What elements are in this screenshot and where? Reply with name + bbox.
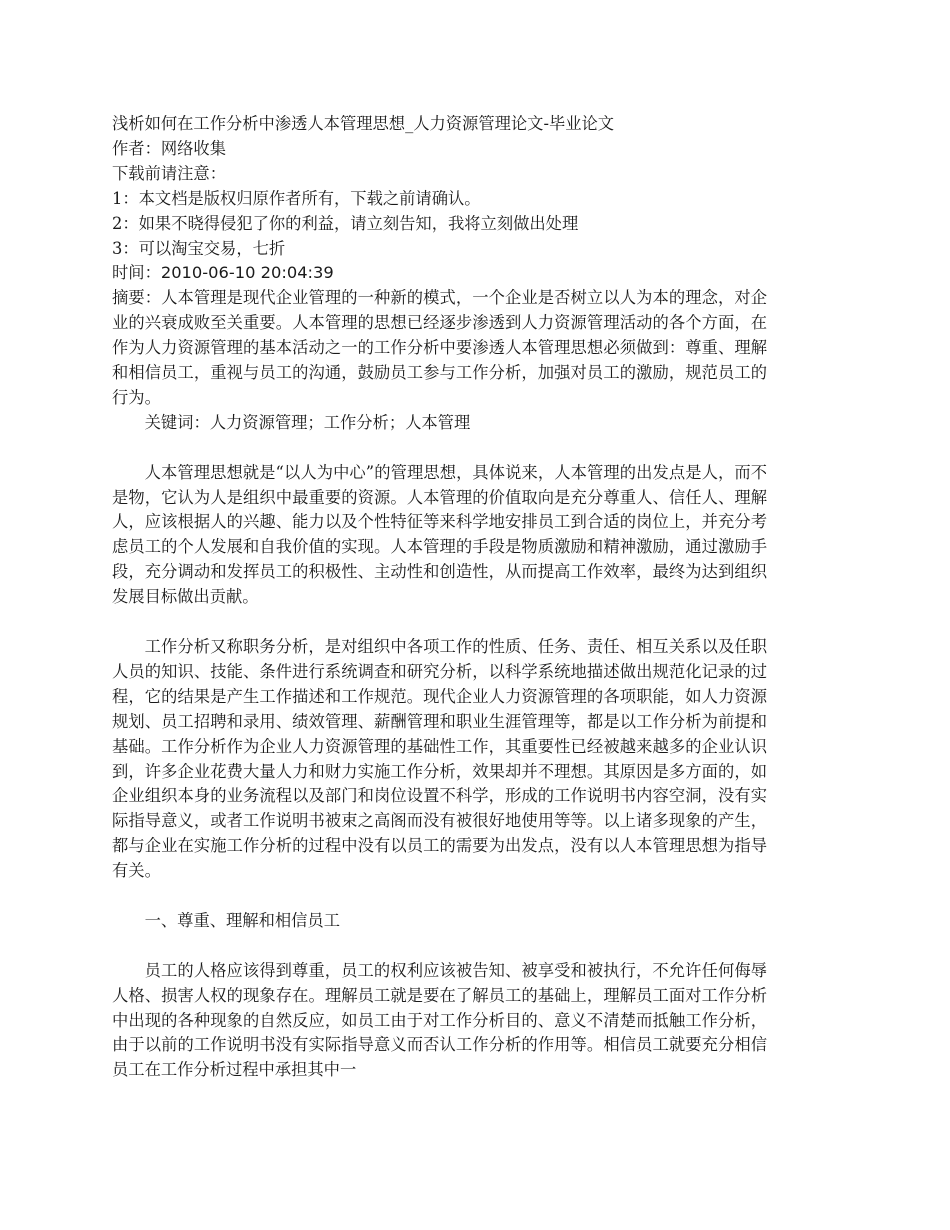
- body-paragraph: 人本管理思想就是“以人为中心”的管理思想，具体说来，人本管理的出发点是人，而不是物，它认为人是组织中最重要的资源。人本管理的价值取向是充分尊重人、信任人、理解人，应该根据人的兴趣、能力以及个性特征等来科学地安排员工到合适的岗位上，并充分考虑员工的个人发展和自我价值的实现。人本管理的手段是物质激励和精神激励，通过激励手段，充分调动和发挥员工的积极性、主动性和创造性，从而提高工作效率，最终为达到组织发展目标做出贡献。: [112, 462, 767, 607]
- notice-item: 1：本文档是版权归原作者所有，下载之前请确认。: [112, 188, 481, 208]
- section-heading: 一、尊重、理解和相信员工: [144, 910, 340, 930]
- abstract: 摘要：人本管理是现代企业管理的一种新的模式，一个企业是否树立以人为本的理念，对企业的兴衰成败至关重要。人本管理的思想已经逐步渗透到人力资源管理活动的各个方面，在作为人力资源管理的基本活动之一的工作分析中要渗透人本管理思想必须做到：尊重、理解和相信员工，重视与员工的沟通，鼓励员工参与工作分析，加强对员工的激励，规范员工的行为。: [112, 288, 767, 407]
- notice-heading: 下载前请注意：: [112, 163, 226, 183]
- doc-title: 浅析如何在工作分析中渗透人本管理思想_人力资源管理论文-毕业论文: [112, 114, 615, 133]
- spacer: [112, 884, 767, 909]
- spacer: [112, 610, 767, 635]
- doc-author: 作者：网络收集: [112, 138, 226, 158]
- doc-time: 时间：2010-06-10 20:04:39: [112, 263, 334, 283]
- notice-item: 3：可以淘宝交易，七折: [112, 238, 286, 258]
- keywords: 关键词：人力资源管理；工作分析；人本管理: [144, 412, 471, 432]
- spacer: [112, 934, 767, 959]
- document-page: [112, 112, 767, 1083]
- body-paragraph: 工作分析又称职务分析，是对组织中各项工作的性质、任务、责任、相互关系以及任职人员的知识、技能、条件进行系统调查和研究分析，以科学系统地描述做出规范化记录的过程，它的结果是产生工作描述和工作规范。现代企业人力资源管理的各项职能，如人力资源规划、员工招聘和录用、绩效管理、薪酬管理和职业生涯管理等，都是以工作分析为前提和基础。工作分析作为企业人力资源管理的基础性工作，其重要性已经被越来越多的企业认识到，许多企业花费大量人力和财力实施工作分析，效果却并不理想。其原因是多方面的，如企业组织本身的业务流程以及部门和岗位设置不科学，形成的工作说明书内容空洞，没有实际指导意义，或者工作说明书被束之高阁而没有被很好地使用等等。以上诸多现象的产生，都与企业在实施工作分析的过程中没有以员工的需要为出发点，没有以人本管理思想为指导有关。: [112, 637, 767, 881]
- body-paragraph: 员工的人格应该得到尊重，员工的权利应该被告知、被享受和被执行，不允许任何侮辱人格、损害人权的现象存在。理解员工就是要在了解员工的基础上，理解员工面对工作分析中出现的各种现象的自然反应，如员工由于对工作分析目的、意义不清楚而抵触工作分析，由于以前的工作说明书没有实际指导意义而否认工作分析的作用等。相信员工就要充分相信员工在工作分析过程中承担其中一: [112, 960, 767, 1080]
- spacer: [112, 436, 767, 461]
- notice-item: 2：如果不晓得侵犯了你的利益，请立刻告知，我将立刻做出处理: [112, 213, 579, 233]
